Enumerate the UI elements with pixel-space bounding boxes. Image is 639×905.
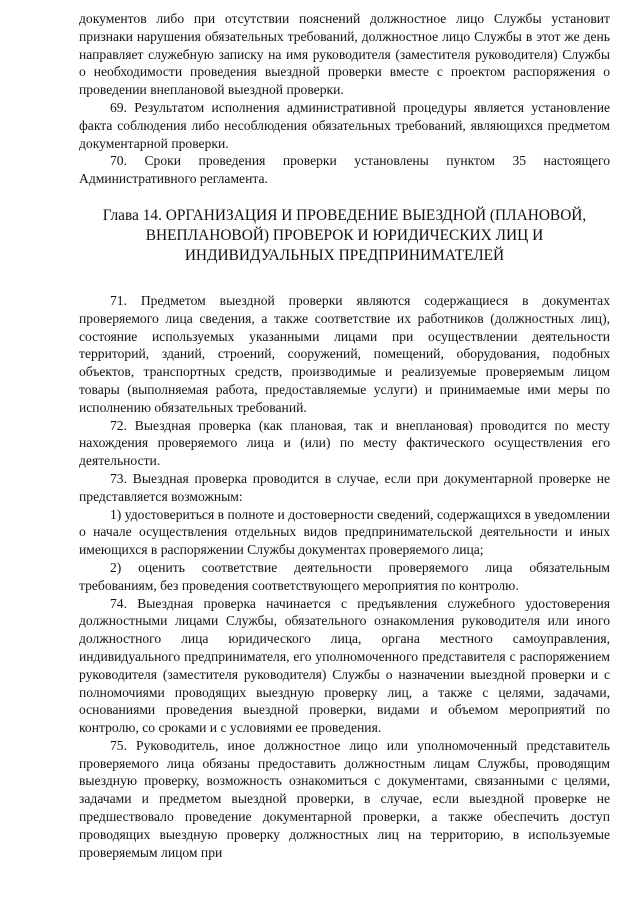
paragraph-72: 72. Выездная проверка (как плановая, так и внеплановая) проводится по месту нахождения проверяемого лица и (или) по месту фактического осуществления его деятельности.	[79, 417, 610, 469]
paragraph-74: 74. Выездная проверка начинается с предъявления служебного удостоверения должностными лицами Службы, обязательного ознакомления руководителя или иного должностного лица юридического лица, органа местного самоуправления, индивидуального предпринимателя, его уполномоченного представителя с распоряжением руководителя (заместителя руководителя) Службы о назначении выездной проверки и с полномочиями проводящих выездную проверку лиц, а также с целями, задачами, основаниями проведения выездной проверки, видами и объемом мероприятий по контролю, со сроками и с условиями ее проведения.	[79, 595, 610, 736]
paragraph-75: 75. Руководитель, иное должностное лицо или уполномоченный представитель проверяемого лица обязаны предоставить должностным лицам Службы, проводящим выездную проверку, возможность ознакомиться с документами, связанными с целями, задачами и предметом выездной проверки, в случае, если выездной проверке не предшествовало проведение документарной проверки, а также обеспечить доступ проводящих выездную проверку должностных лиц на территорию, в используемые проверяемым лицом при	[79, 737, 610, 860]
paragraph-73: 73. Выездная проверка проводится в случае, если при документарной проверке не представляется возможным:	[79, 470, 610, 504]
paragraph-73-item-1: 1) удостовериться в полноте и достоверности сведений, содержащихся в уведомлении о начале осуществления отдельных видов предпринимательской деятельности и иных имеющихся в распоряжении Службы документах проверяемого лица;	[79, 506, 610, 558]
chapter-heading-line-3: ИНДИВИДУАЛЬНЫХ ПРЕДПРИНИМАТЕЛЕЙ	[184, 246, 505, 264]
chapter-14-heading	[79, 206, 610, 266]
paragraph-73-item-2: 2) оценить соответствие деятельности проверяемого лица обязательным требованиям, без проведения соответствующего мероприятия по контролю.	[79, 559, 610, 593]
document-body	[79, 10, 610, 861]
paragraph-71: 71. Предметом выездной проверки являются содержащиеся в документах проверяемого лица сведения, а также соответствие их работников (должностных лиц), состояние используемых указанными лицами при осуществлении деятельности территорий, зданий, строений, сооружений, помещений, оборудования, подобных объектов, транспортных средств, производимые и реализуемые проверяемым лицом товары (выполняемая работа, предоставляемые услуги) и принимаемые ими меры по исполнению обязательных требований.	[79, 292, 610, 415]
chapter-heading-line-2: ВНЕПЛАНОВОЙ) ПРОВЕРОК И ЮРИДИЧЕСКИХ ЛИЦ И	[145, 226, 544, 244]
paragraph-continuation: документов либо при отсутствии пояснений должностное лицо Службы установит признаки нарушения обязательных требований, должностное лицо Службы в этот же день направляет служебную записку на имя руководителя (заместителя руководителя) Службы о необходимости проведения выездной проверки вместе с проектом распоряжения о проведении внеплановой выездной проверки.	[79, 11, 610, 98]
paragraph-70: 70. Сроки проведения проверки установлены пунктом 35 настоящего Административного регламента.	[79, 153, 610, 187]
chapter-heading-line-1: Глава 14. ОРГАНИЗАЦИЯ И ПРОВЕДЕНИЕ ВЫЕЗДНОЙ (ПЛАНОВОЙ,	[102, 206, 587, 224]
paragraph-69: 69. Результатом исполнения административной процедуры является установление факта соблюдения либо несоблюдения обязательных требований, являющихся предметом документарной проверки.	[79, 99, 610, 151]
